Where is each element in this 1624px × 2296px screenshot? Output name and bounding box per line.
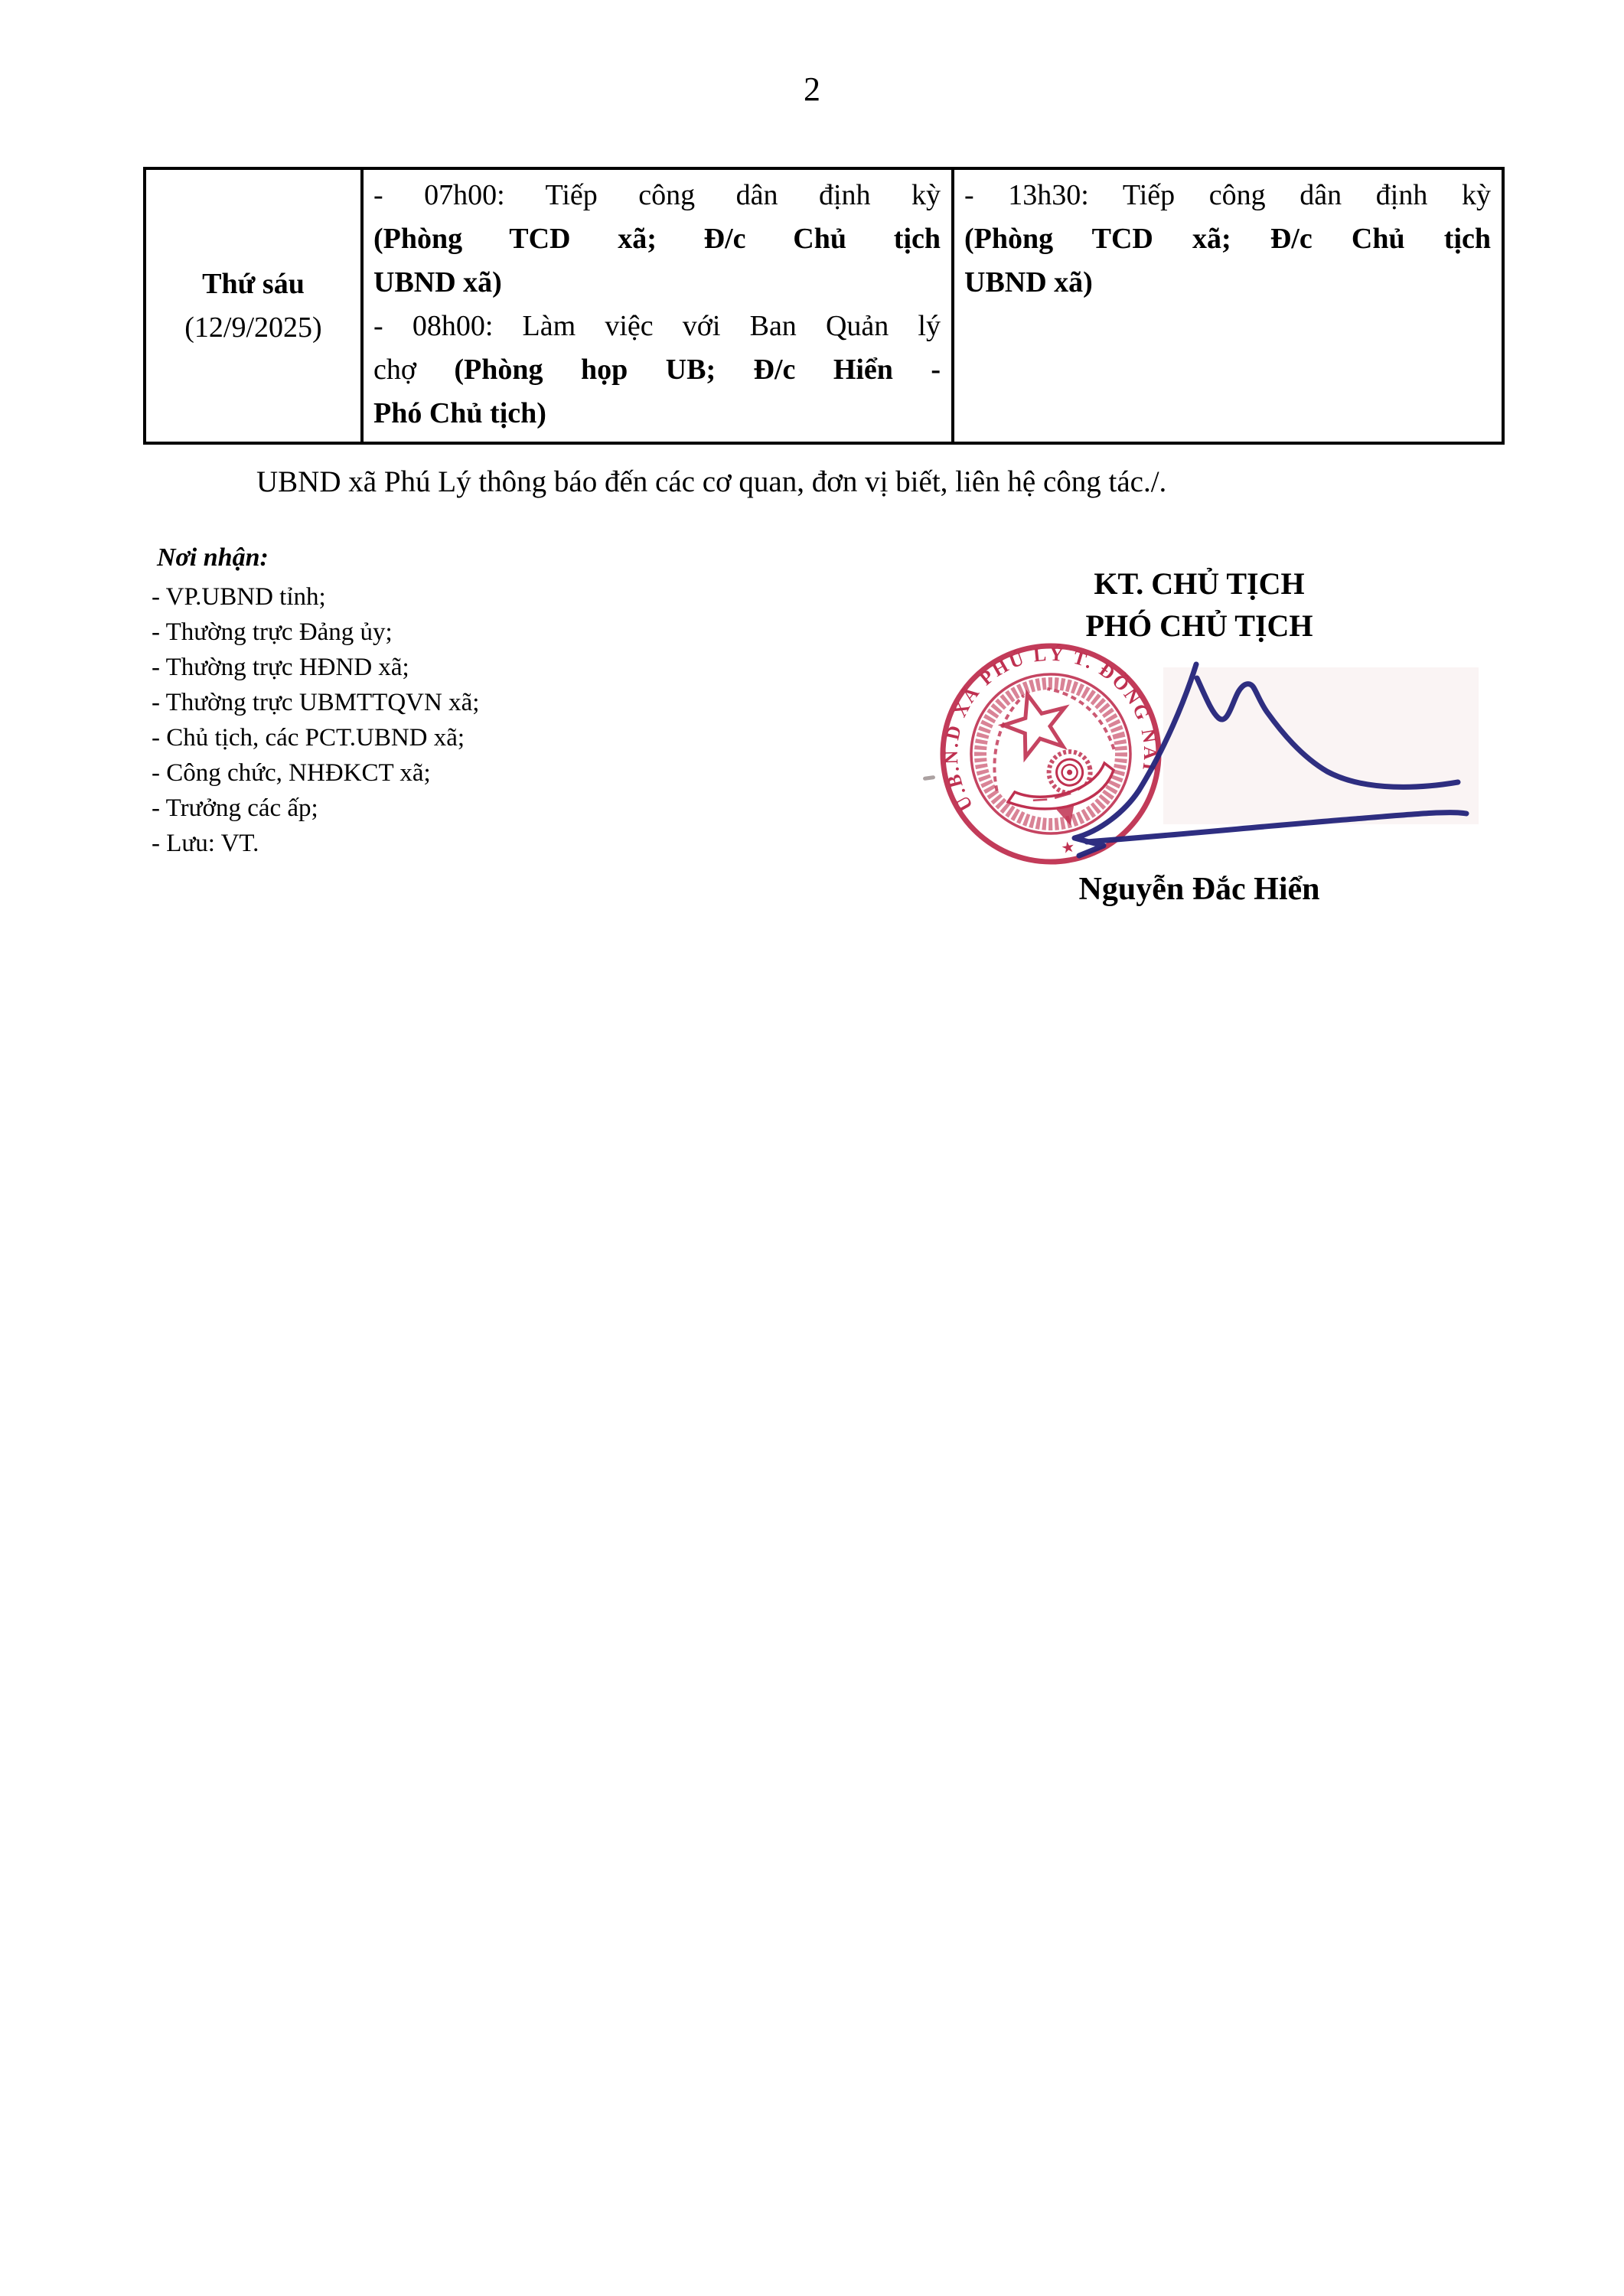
notice-line: UBND xã Phú Lý thông báo đến các cơ quan, đơn vị biết, liên hệ công tác./. (256, 465, 1167, 498)
date-label: (12/9/2025) (184, 311, 322, 344)
event-line: UBND xã) (964, 266, 1093, 298)
recipient-item: - Thường trực Đảng ủy; (152, 618, 393, 646)
event-line: (Phòng TCD xã; Đ/c Chủ tịch (964, 223, 1491, 255)
recipient-item: - Thường trực HĐND xã; (152, 654, 409, 681)
recipients-label: Nơi nhận: (157, 543, 269, 572)
recipient-item: - Thường trực UBMTTQVN xã; (152, 689, 480, 716)
recipient-item: - Công chức, NHĐKCT xã; (152, 759, 431, 787)
event-line: (Phòng TCD xã; Đ/c Chủ tịch (373, 223, 941, 255)
event-line: - 08h00: Làm việc với Ban Quản lý (373, 310, 941, 342)
recipient-item: - Trưởng các ấp; (152, 794, 318, 822)
page-number: 2 (804, 70, 820, 108)
scan-artifact-dash (923, 775, 936, 781)
event-line: - 07h00: Tiếp công dân định kỳ (373, 179, 941, 211)
signature-title-line2: PHÓ CHỦ TỊCH (1085, 608, 1313, 643)
day-label: Thứ sáu (202, 267, 305, 300)
event-line: Phó Chủ tịch) (373, 397, 546, 429)
recipient-item: - Lưu: VT. (152, 830, 259, 857)
stamp-star-icon: ★ (1059, 838, 1077, 858)
signer-name: Nguyễn Đắc Hiển (1078, 872, 1320, 907)
schedule-table (143, 167, 1505, 445)
day-cell (146, 170, 360, 442)
signature-title-line1: KT. CHỦ TỊCH (1094, 566, 1305, 601)
event-line: - 13h30: Tiếp công dân định kỳ (964, 179, 1491, 211)
event-line: UBND xã) (373, 266, 502, 298)
afternoon-cell (951, 170, 1502, 442)
event-line: chợ (Phòng họp UB; Đ/c Hiển - (373, 354, 941, 386)
recipient-item: - VP.UBND tỉnh; (152, 583, 326, 611)
stamp-ring-text: U.B.N.D XÃ PHÚ LÝ T. ĐỒNG NAI (941, 644, 1161, 814)
signature-title (970, 563, 1429, 647)
morning-cell (360, 170, 951, 442)
handwritten-signature (1024, 649, 1483, 863)
recipient-item: - Chủ tịch, các PCT.UBND xã; (152, 724, 465, 752)
recipients-list (152, 579, 479, 861)
